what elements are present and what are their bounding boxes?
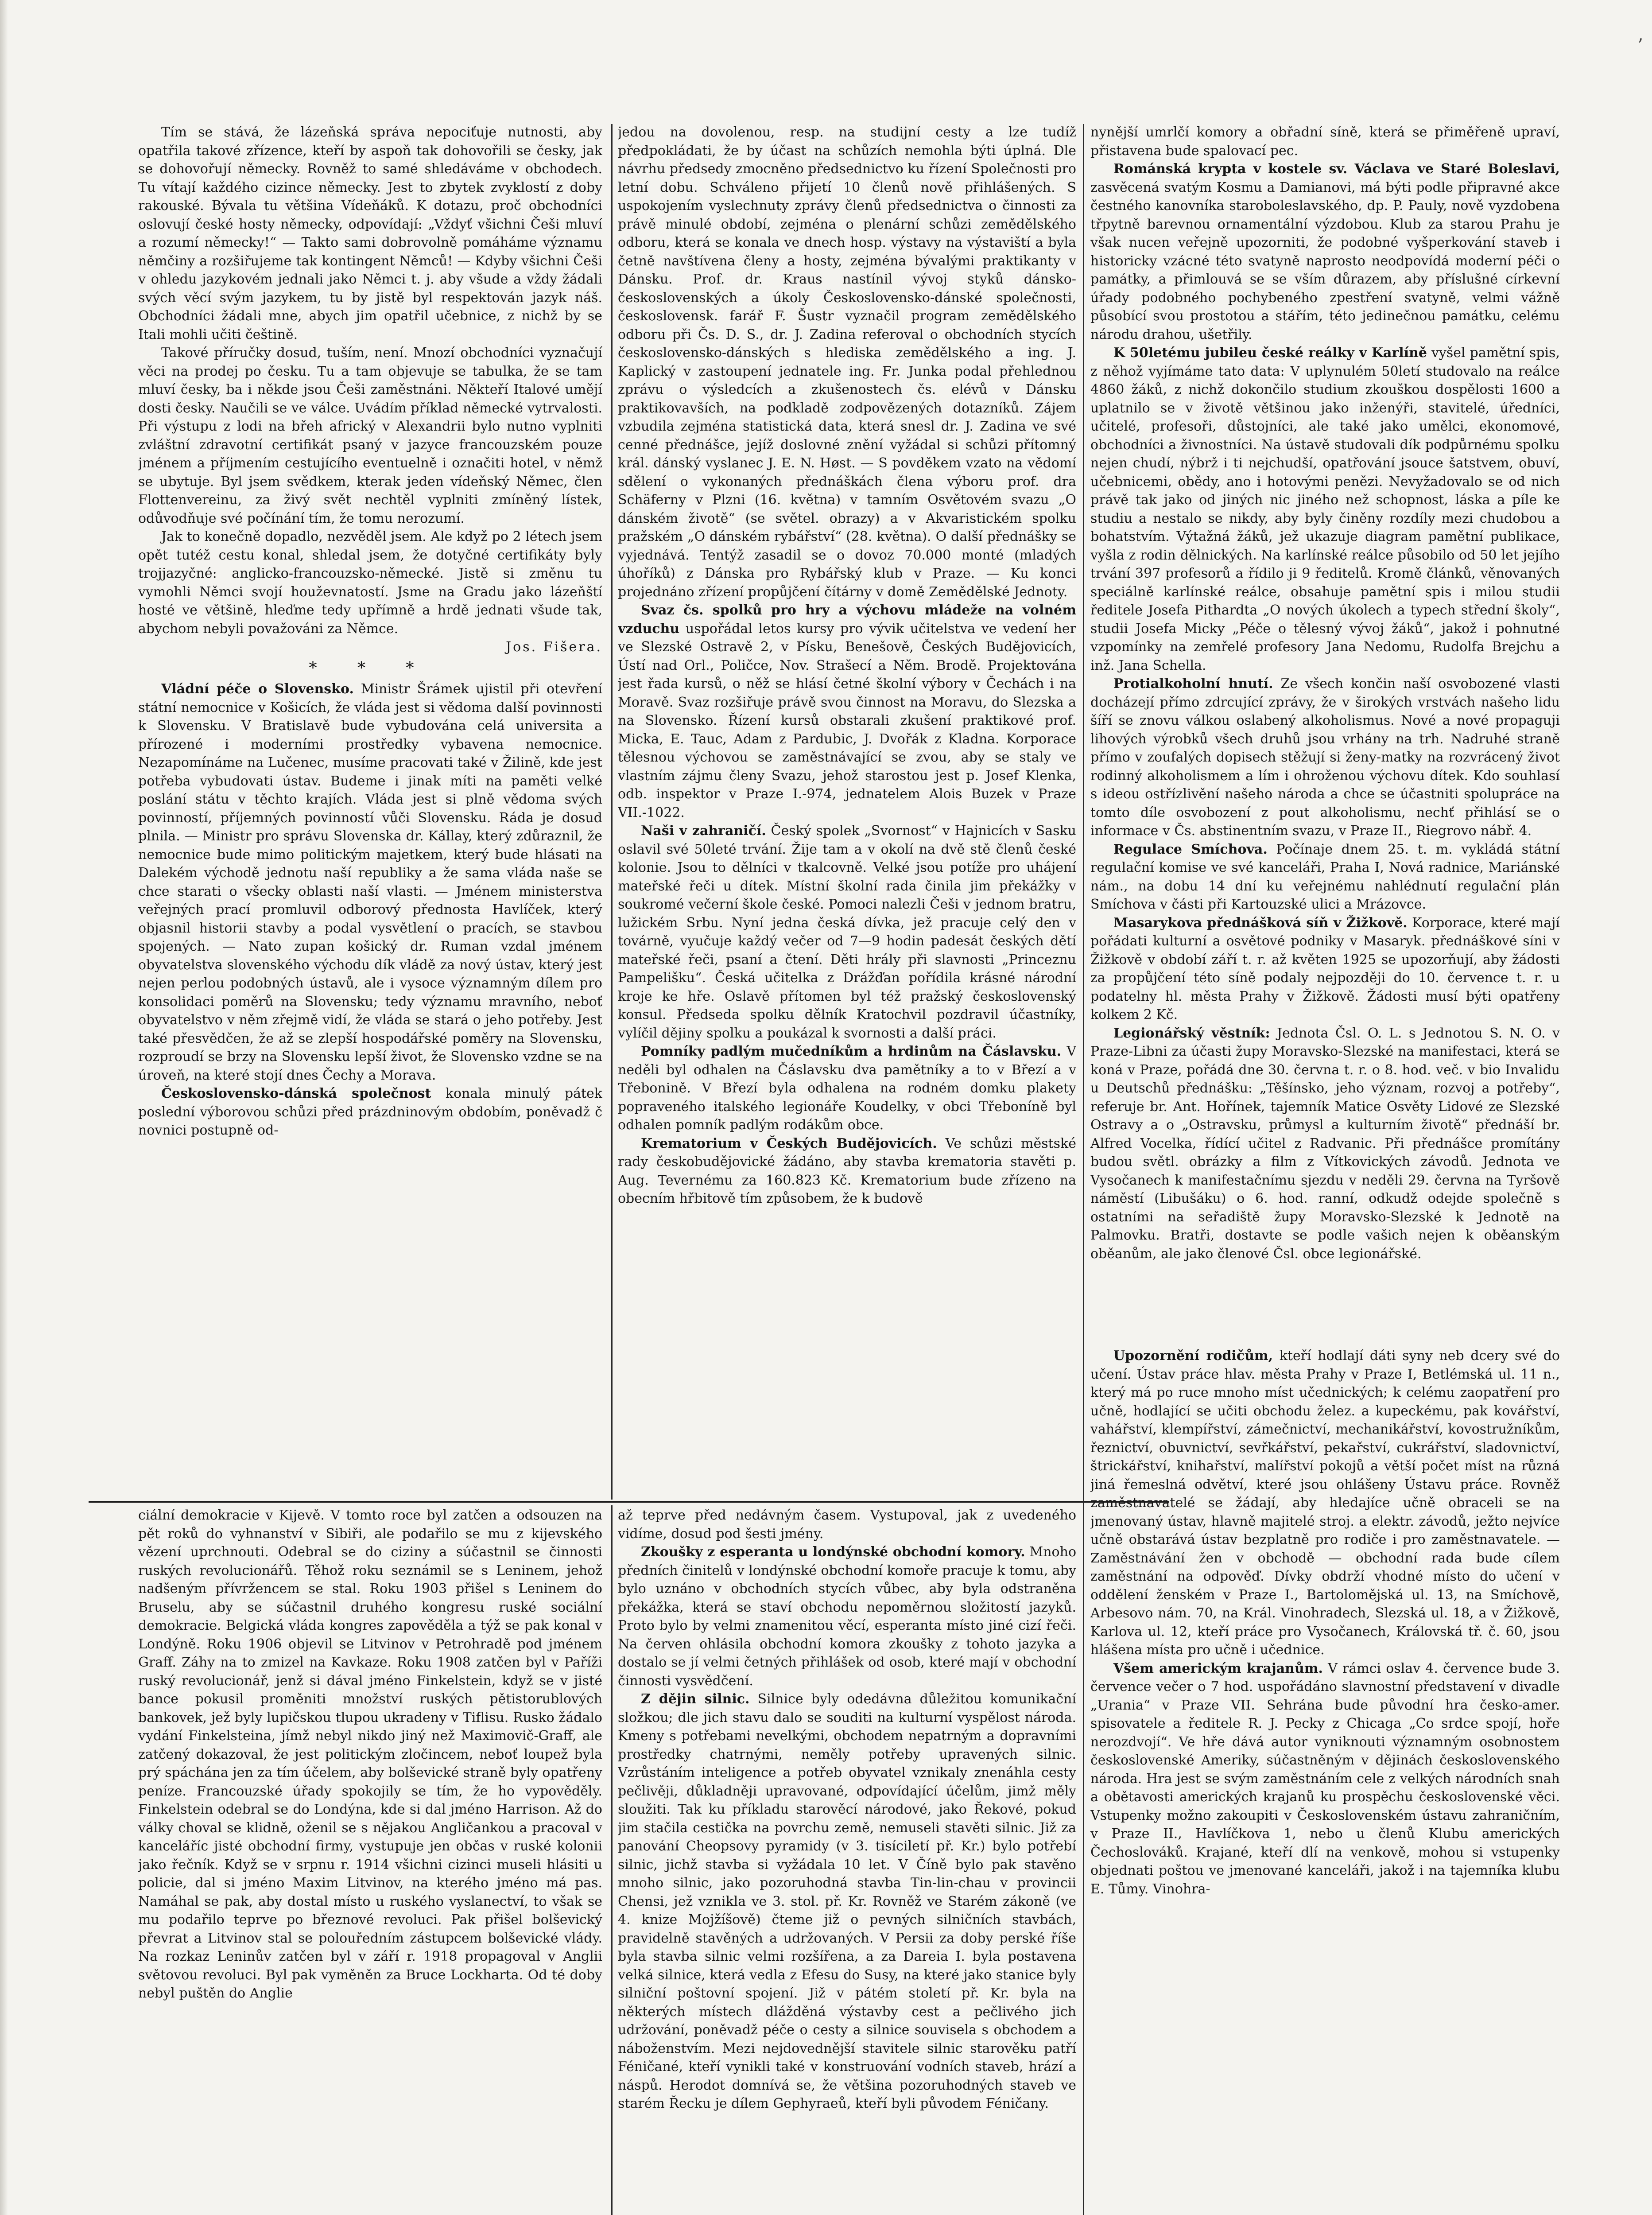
column-rule xyxy=(1083,1347,1084,2215)
article-column-4 xyxy=(138,1506,602,2215)
news-body: V neděli byl odhalen na Čáslavsku dva pamětníky a to v Březí a v Třebonině. V Březí byla odhalena na rodném domku plakety popraveného italského legionáře Koudelky, v obci Třeboníně byl odhalen pomník padlým rodákům obce. xyxy=(618,1044,1076,1133)
news-headline: Legionářský věstník: xyxy=(1113,1025,1270,1041)
news-item xyxy=(1090,675,1560,840)
article-paragraph: jedou na dovolenou, resp. na studijní cesty a lze tudíž předpokládati, že by účast na schůzích nemohla býti úplná. Dle návrhu předsedy zmocněno předsednictvo ku řízení Společnosti pro letní dobu. Schváleno přijetí 10 členů nově přihlášených. S uspokojením vyslechnuty zprávy členů předsednictva o činnosti za právě minulé období, zejména o plenární schůzi zemědělského odboru, která se konala ve dnech hosp. výstavy na výstaviští a byla četně navštívena členy a hosty, zejména bývalými praktikanty v Dánsku. Prof. dr. Kraus nastínil vývoj styků dánsko-československých a úkoly Československo-dánské společnosti, československ. farář F. Šustr vyznačil program zemědělského odboru při Čs. D. S., dr. J. Zadina referoval o obchodních stycích československo-dánských s hlediska zemědělského a ing. J. Kaplický v zastoupení jednatele ing. Fr. Junka podal přehlednou zprávu o výsledcích a zkušenostech čs. elévů v Dánsku praktikovavších, na podkladě zodpovězených dotazníků. Zájem vzbudila zejména statistická data, která snesl dr. J. Zadina ve své cenné přednášce, jejíž doslovné znění vyžádal si schůzi přítomný král. dánský vyslanec J. E. N. Høst. — S povděkem vzato na vědomí sdělení o vykonaných přednáškách člena výboru prof. dra Schäferny v Plzni (16. května) v tamním Osvětovém svazu „O dánském životě“ (se světel. obrazy) a v Akvaristickém spolku pražském „O dánském rybářství“ (28. května). O další přednášky se vyjednává. Tentýž zasadil se o dovoz 70.000 monté (mladých úhoříků) z Dánska pro Rybářský klub v Praze. — Ku konci projednáno zřízení propůjčení čítárny v domě Zemědělské Jednoty. xyxy=(618,124,1076,600)
news-headline: K 50letému jubileu české reálky v Karlíně xyxy=(1113,345,1427,361)
author-signature: Jos. Fišera. xyxy=(506,639,602,655)
news-body: V rámci oslav 4. července bude 3. července večer o 7 hod. uspořádáno slavnostní představení v divadle „Urania“ v Praze VII. Sehrána bude původní hra česko-amer. spisovatele a ředitele R. J. Pecky z Chicaga „Co srdce spojí, hoře nerozdvojí“. Ve hře dává autor vyniknouti významným osobnostem československé Ameriky, súčastněným v dějinách československého národa. Hra jest se svým zaměstnáním cele z velkých národních snah a obětavosti amerických krajanů ku prospěchu československé věci. Vstupenky možno zakoupiti v Československém ústavu zahraničním, v Praze II., Havlíčkova 1, nebo u členů Klubu amerických Čechoslováků. Krajané, kteří dlí na venkově, mohou si vstupenky objednati poštou ve jmenované kanceláři, jakož i na tajemníka klubu E. Tůmy. Vinohra- xyxy=(1090,1660,1560,1897)
article-paragraph: až teprve před nedávným časem. Vystupoval, jak z uvedeného vidíme, dosud pod šesti jmény. xyxy=(618,1508,1076,1542)
scan-edge xyxy=(0,0,8,2215)
news-headline: Upozornění rodičům, xyxy=(1113,1348,1273,1364)
news-headline: Všem americkým krajanům. xyxy=(1113,1660,1323,1676)
article-paragraph: nynější umrlčí komory a obřadní síně, která se přiměřeně upraví, přistavena bude spalovací pec. xyxy=(1090,124,1560,159)
news-body: Mnoho předních činitelů v londýnské obchodní komoře pracuje k tomu, aby bylo uznáno v obchodních stycích vůbec, aby byla odstraněna překážka, která se staví obchodu nepoměrnou složitostí jazyků. Proto bylo by velmi znamenitou věcí, esperanta místo jiné cizí řeči. Na červen ohlásila obchodní komora zkoušky z tohoto jazyka a dostalo se jí velmi četných přihlášek od osob, které mají v obchodní činnosti vysvědčení. xyxy=(618,1544,1076,1689)
news-body: Silnice byly odedávna důležitou komunikační složkou; dle jich stavu dalo se souditi na kulturní vyspělost národa. Kmeny s potřebami nevelkými, obchodem nepatrným a dopravními prostředky chatrnými, neměly potřeby upravených silnic. Vzrůstáním inteligence a potřeb obyvatel vznikaly znenáhla cesty pečlivěji, důkladněji upravované, odpovídající účelům, jimž měly sloužiti. Tak ku příkladu starověcí národové, jako Řekové, pokud jim stačila cestička na povrchu země, nemuseli stavěti silnic. Již za panování Cheopsovy pyramidy (v 3. tisíciletí př. Kr.) bylo potřebí silnic, jichž stavba si vyžádala 10 let. V Číně bylo pak stavěno mnoho silnic, jako pozoruhodná stavba Tin-lin-chau v provincii Chensi, jež vznikla ve 3. stol. př. Kr. Rovněž ve Starém zákoně (ve 4. knize Mojžíšově) čteme již o pevných silničních stavbách, pravidelně stavěných a udržovaných. V Persii za doby perské říše byla stavba silnic velmi rozšířena, a za Dareia I. byla postavena velká silnice, která vedla z Efesu do Susy, na které jako stanice byly silniční poštovní spojení. Již v pátém století př. Kr. byla na některých místech dlážděná výstavby cest a pečlivého jich udržování, poněvadž péče o cesty a silnice souvisela s obchodem a náboženstvím. Mezi nejdovednější stavitele silnic starověku patří Féničané, kteří vynikli také v konstruování vodních staveb, hrází a náspů. Herodot domnívá se, že většina pozoruhodných staveb ve starém Řecku je dílem Gephyraeů, kteří byli původem Féničany. xyxy=(618,1691,1076,2111)
news-headline: Románská krypta v kostele sv. Václava ve Staré Boleslavi, xyxy=(1113,161,1560,177)
news-body: Jednota Čsl. O. L. s Jednotou S. N. O. v Praze-Libni za účasti župy Moravsko-Slezské na manifestaci, která se koná v Praze, pořádá dne 30. června t. r. o 8. hod. več. v bio Invalidu u Deutschů přednášku: „Těšínsko, jeho význam, rozvoj a potřeby“, referuje br. Ant. Hořínek, tajemník Matice Osvěty Lidové ze Slezské Ostravy a o „Ostravsku, průmysl a kulturním životě“ přednáší br. Alfred Vocelka, řídící učitel z Radvanic. Při přednášce promítány budou světl. obrázky a film z Vítkovických závodů. Jednota ve Vysočanech k manifestačnímu sjezdu v neděli 29. června na Tyršově náměstí (Libušáku) o 6. hod. ranní, odkudž odejde společně s ostatními na seřadiště župy Moravsko-Slezské k Jednotě na Palmovku. Bratři, dostavte se podle vašich nejen k oběanským oběanům, ale jako členové Čsl. obce legionářské. xyxy=(1090,1025,1560,1262)
article-paragraph: Tím se stává, že lázeňská správa nepociťuje nutnosti, aby opatřila takové zřízence, kteří by aspoň tak dohovořili se česky, jak se dohovořují německy. Rovněž to samé shledáváme v obchodech. Tu vítají každého cizince německy. Jest to zbytek zvyklostí z doby rakouské. Bývala tu většina Vídeňáků. K dotazu, proč obchodníci oslovují české hosty německy, odpovídají: „Vždyť všichni Češi mluví a rozumí německy!“ — Takto sami dobrovolně pomáháme významu němčiny a rozšiřujeme tak kontingent Němců! — Kdyby všichni Češi v ohledu jazykovém jednali jako Němci t. j. aby všude a vždy žádali svých věcí svým jazykem, tu by jistě byl respektován jazyk náš. Obchodníci žádali mne, abych jim opatřil učebnice, z nichž by se Itali mohli učiti češtině. xyxy=(138,124,602,342)
news-headline: Zkoušky z esperanta u londýnské obchodní komory. xyxy=(641,1544,1025,1560)
news-body: Počínaje dnem 25. t. m. vykládá státní regulační komise ve své kanceláři, Praha I, Nová radnice, Mariánské nám., na dobu 14 dní ku veřejnému nahlédnutí regulační plán Smíchova v části při Kartouzské ulici a Mrázovce. xyxy=(1090,841,1560,912)
news-headline: Svaz čs. spolků pro hry a výchovu mládeže na volném vzduchu xyxy=(618,602,1076,637)
news-item xyxy=(1090,1347,1560,1659)
column-rule xyxy=(1083,124,1084,1500)
news-body: vyšel pamětní spis, z něhož vyjímáme tato data: V uplynulém 50letí studovalo na reálce 4860 žáků, z nichž dokončilo studium zkouškou dospělosti 1600 a uplatnilo se v životě většinou jako inženýři, stavitelé, úředníci, učitelé, profesoři, důstojníci, ale také jako umělci, ekonomové, obchodníci a živnostníci. Na ústavě studovali dík podpůrnému spolku nejen chudí, nýbrž i ti nejchudší, opatřování jsouce šatstvem, obuví, učebnicemi, obědy, ano i hotovými penězi. Nevyžadovalo se od nich právě tak jako od jiných nic jiného než schopnost, láska a píle ke studiu a nestalo se nikdy, aby byly činěny rozdíly mezi chudobou a bohatstvím. Výtažná žáků, jež ukazuje diagram pamětní publikace, vyšla z rodin dělnických. Na karlínské reálce působilo od 50 let jejího trvání 397 profesorů a řídilo ji 9 ředitelů. Kromě článků, věnovaných speciálně karlínské reálce, obsahuje pamětní spis i milou studii ředitele Josefa Pithardta „O nových úkolech a typech střední školy“, studii Josefa Micky „Péče o tělesný vývoj žáků“, jakož i pohnutné vzpomínky na zemřelé profesory Jana Nedomu, Rudolfa Brejchu a inž. Jana Schella. xyxy=(1090,345,1560,673)
article-column-3 xyxy=(1090,123,1560,1344)
news-item xyxy=(618,1042,1076,1135)
news-item xyxy=(1090,160,1560,344)
news-item xyxy=(618,601,1076,822)
news-item xyxy=(618,1690,1076,2113)
section-rule xyxy=(89,1501,1169,1503)
news-headline: Pomníky padlým mučedníkům a hrdinům na Čáslavsku. xyxy=(641,1044,1062,1059)
section-separator: * * * xyxy=(309,659,432,677)
news-item xyxy=(1090,1659,1560,1899)
news-body: Ministr Šrámek ujistil při otevření státní nemocnice v Košicích, že vláda jest si vědoma další povinnosti k Slovensku. V Bratislavě bude vybudována celá universita a přírozené i moderními prostředky vybavena nemocnice. Nezapomínáme na Lučenec, musíme pracovati také v Žilině, kde jest potřeba vybudovati ústav. Budeme i jinak míti na paměti velké poslání státu v těchto krajích. Vláda jest si plně vědoma svých povinností, příjemných povinností vůči Slovensku. Ráda je dosud plnila. — Ministr pro správu Slovenska dr. Kállay, který zdůraznil, že nemocnice bude mimo politickým majetkem, který bude hlásati na Dalekém východě jednotu naší republiky a že sama vláda naše se chce starati o všecky oblasti naší vlasti. — Jménem ministerstva veřejných prací promluvil odborový přednosta Havlíček, který objasnil historii stavby a podal vysvětlení o pracích, se stavbou spojených. — Nato zupan košický dr. Ruman vzdal jménem obyvatelstva slovenského východu dík vládě za nový ústav, který jest nejen perlou podobných ústavů, ale i vysoce významným dílem pro konsolidaci poměrů na Slovensku; tedy významu mravního, neboť obyvatelstvo v něm zřejmě vidí, že vláda se stará o jeho potřeby. Jest také přesvědčen, že až se zlepší hospodářské poměry na Slovensku, rozproudí se brzy na Slovensku lepší život, že Slovensko vzdne se na úroveň, na které stojí dnes Čechy a Morava. xyxy=(138,681,602,1083)
article-column-1 xyxy=(138,123,602,1499)
news-body: Ze všech končin naší osvobozené vlasti docházejí přímo zdrcující zprávy, že v širokých vrstvách našeho lidu šíří se znovu válkou oslabený alkoholismus. Nové a nové propaguji lihových výrobků všech druhů jsou vrhány na trh. Nadruhé straně přímo v zoufalých dopisech stěžují si ženy-matky na rozvrácený život rodinný alkoholismem a lím i ohroženou výchovu dítek. Kdo souhlasí s ideou ostřízlivění našeho národa a chce se účastniti spolupráce na tomto díle osvobození z pout alkoholismu, nechť přihlásí se o informace v Čs. abstinentním svazu, v Praze II., Riegrovo nábř. 4. xyxy=(1090,676,1560,839)
news-item xyxy=(138,1084,602,1140)
news-item xyxy=(138,680,602,1084)
column-rule xyxy=(611,1505,613,2215)
article-column-2 xyxy=(618,123,1076,1499)
news-headline: Naši v zahraničí. xyxy=(641,823,766,839)
news-item xyxy=(618,822,1076,1042)
article-paragraph: Takové příručky dosud, tuším, není. Mnozí obchodníci vyznačují věci na prodej po česku. Tu a tam objevuje se tabulka, že se tam mluví česky, ba i někde jsou Češi zaměstnáni. Někteří Italové umějí dosti česky. Naučili se ve válce. Uvádím příklad německé vytrvalosti. Při výstupu z lodi na břeh africký v Alexandrii bylo nutno vyplniti zvláštní zdravotní certifikát psaný v jazyce francouzském pouze jménem a příjmením cestujícího eventuelně i označiti hotel, v němž se ubytuje. Byl jsem svědkem, kterak jeden vídeňský Němec, člen Flottenvereinu, za živý svět nechtěl vyplniti zmíněný lístek, odůvodňuje své počínání tím, že tomu nerozumí. xyxy=(138,345,602,526)
news-body: kteří hodlají dáti syny neb dcery své do učení. Ústav práce hlav. města Prahy v Praze I, Betlémská ul. 11 n., který má po ruce mnoho míst učednických; k celému zaopatření pro učně, hodlající se učiti obchodu želez. a kupeckému, pak kovářství, vahářství, klempířství, zámečnictví, mechanikářství, kovostružníkům, řeznictví, obuvnictví, sevřkářství, pekařství, cukrářství, sladovnictví, štrickářství, knihařství, malířství pokojů a větší počet míst na různá jiná řemeslná odvětví, které jsou ohlášeny Ústavu práce. Rovněž zaměstnavatelé se žádají, aby hledajíce učně obraceli se na jmenovaný ústav, hlavně majitelé stroj. a elektr. závodů, ježto nejvíce učně obstarává ústav bezplatně pro rodiče i pro zaměstnavatele. — Zaměstnávání žen v obchodě — obchodní rada bude cílem zaměstnání na odpověď. Dívky obdrží vhodné místo do učení v oddělení ženském v Praze I., Bartolomějská ul. 13, na Smíchově, Arbesovo nám. 70, na Král. Vinohradech, Slezská ul. 18, a v Žižkově, Karlova ul. 12, kteří práce pro Vysočanech, Královská tř. č. 60, jsou hlášena místa pro učně i učednice. xyxy=(1090,1348,1560,1658)
news-item xyxy=(618,1135,1076,1208)
news-body: zasvěcená svatým Kosmu a Damianovi, má býti podle připravné akce čestného kanovníka staroboleslavského, dp. P. Pauly, nově vyzdobena třpytně barevnou ornamentální výzdobou. Klub za starou Prahu je však nucen veřejně upozorniti, že podobné vyšperkování staveb i historicky vzácné této svatyně naprosto neodpovídá moderní péči o památky, a přimlouvá se se vším důrazem, aby příslušné církevní úřady podobného pochybeného zpestření svatyně, velmi vážně působící svou prostotou a stářím, této jedinečnou památku, celému národu drahou, ušetřily. xyxy=(1090,179,1560,342)
news-headline: Protialkoholní hnutí. xyxy=(1113,676,1273,692)
article-paragraph: ciální demokracie v Kijevě. V tomto roce byl zatčen a odsouzen na pět roků do vyhnanství v Sibiři, ale podařilo se mu z kijevského vězení uprchnouti. Odebral se do ciziny a súčastnil se činnosti ruských revolucionářů. Těhož roku seznámil se s Leninem, jehož nadšeným přívržencem se stal. Roku 1903 přišel s Leninem do Bruselu, aby se súčastnil druhého kongresu ruské sociální demokracie. Belgická vláda kongres zapověděla a týž se pak konal v Londýně. Roku 1906 objevil se Litvinov v Petrohradě pod jménem Graff. Záhy na to zmizel na Kavkaze. Roku 1908 zatčen byl v Paříži ruský revolucionář, jenž si dával jméno Finkelstein, když se v jisté bance pokusil proměniti množství ruských pětistorublových bankovek, jež byly lupičskou tlupou ukradeny v Tiflisu. Rusko žádalo vydání Finkelsteina, jímž nebyl nikdo jiný než Maximovič-Graff, ale zatčený dokazoval, že jest politickým zločincem, neboť loupež byla prý spáchána jen za tím účelem, aby bolševické straně byly opatřeny peníze. Francouzské úřady spokojily se tím, že ho vypověděly. Finkelstein odebral se do Londýna, kde si dal jméno Harrison. Až do války choval se klidně, oženil se s nějakou Angličankou a pracoval v kanceláříc jisté obchodní firmy, vystupuje jen občas v ruské kolonii jako řečník. Když se v srpnu r. 1914 všichni cizinci museli hlásiti u policie, dal si jméno Maxim Litvinov, na kterého jméno má pas. Namáhal se pak, aby dostal místo u ruského vyslanectví, to však se mu podařilo teprve po březnové revoluci. Pak přišel bolševický převrat a Litvinov stal se polouředním zástupcem bolševické vlády. Na rozkaz Leninův zatčen byl v září r. 1918 propagoval v Anglii světovou revoluci. Byl pak vyměněn za Bruce Lockharta. Od té doby nebyl puštěn do Anglie xyxy=(138,1508,602,2001)
column-rule xyxy=(611,124,613,1500)
article-column-6 xyxy=(1090,1347,1560,2215)
news-body: Ve schůzi městské rady českobudějovické žádáno, aby stavba krematoria stavěti p. Aug. Tevernému za 160.823 Kč. Krematorium bude zřízeno na obecním hřbitově tím způsobem, že k budově xyxy=(618,1135,1076,1206)
news-headline: Vládní péče o Slovensko. xyxy=(161,681,354,697)
news-headline: Z dějin silnic. xyxy=(641,1691,750,1707)
news-body: Korporace, které mají pořádati kulturní a osvětové podniky v Masaryk. přednáškové síni v Žižkově v období září t. r. až květen 1925 se upozorňují, aby žádosti za propůjčení této síně podaly nejpozději do 10. července t. r. u podatelny hl. města Prahy v Žižkově. Žádosti musí býti opatřeny kolkem 2 Kč. xyxy=(1090,915,1560,1022)
news-body: uspořádal letos kursy pro vývik učitelstva ve vedení her ve Slezské Ostravě 2, v Písku, Benešově, Českých Budějovicích, Ústí nad Orl., Poličce, Nov. Strašecí a Něm. Brodě. Projektována jest řada kursů, o něž se hlásí četné školní výbory v Čechách i na Moravě. Svaz rozšiřuje právě svou činnost na Moravu, do Slezska a na Slovensko. Řízení kursů obstarali zkušení praktikové prof. Micka, E. Tauc, Adam z Pardubic, J. Dvořák z Kladna. Korporace tělesnou výchovou se zaměstnávající se zvou, aby se staly ve vlastním zájmu členy Svazu, jehož starostou jest p. Josef Klenka, odb. inspektor v Praze I.-974, jednatelem Alois Buzek v Praze VII.-1022. xyxy=(618,621,1076,820)
news-item xyxy=(1090,344,1560,675)
news-item xyxy=(1090,1024,1560,1263)
article-paragraph: Jak to konečně dopadlo, nezvěděl jsem. Ale když po 2 létech jsem opět tutéž cestu konal, shledal jsem, že dotyčné certifikáty byly trojjazyčné: anglicko-francouzsko-německé. Jistě si změnu tu vymohli Němci svojí houževnatostí. Jsme na Gradu jako lázeňští hosté ve většině, hleďme tedy upřímně a hrdě jednati všude tak, abychom nebyli považováni za Němce. xyxy=(138,529,602,637)
news-body: konala minulý pátek poslední výborovou schůzi před prázdninovým obdobím, poněvadž č novnici postupně od- xyxy=(138,1086,602,1138)
news-headline: Krematorium v Českých Budějovicích. xyxy=(641,1135,937,1151)
news-body: Český spolek „Svornost“ v Hajnicích v Sasku oslavil své 50leté trvání. Žije tam a v okolí na dvě stě členů české kolonie. Jsou to dělníci v tkalcovně. Velké jsou potíže pro uhájení mateřské řeči u dítek. Místní školní rada činila jim překážky v soukromé večerní škole české. Pomoci nalezli Češi v jednom bratru, lužickém Srbu. Nyní jedna česká dívka, jež pracuje celý den v továrně, vyučuje každý večer od 7—9 hodin padesát českých dětí mateřské řeči, psaní a čtení. Děti hrály při slavnosti „Princeznu Pampelišku“. Česká učitelka z Drážďan pořídila krásné národní kroje ke hře. Oslavě přítomen byl též pražský československý konsul. Předseda spolku dělník Kratochvil pozdravil účastníky, vylíčil dějiny spolku a poukázal k svornosti a další práci. xyxy=(618,823,1076,1041)
news-headline: Masarykova přednášková síň v Žižkově. xyxy=(1113,915,1408,931)
news-item xyxy=(618,1543,1076,1690)
news-headline: Regulace Smíchova. xyxy=(1113,841,1268,857)
article-column-5 xyxy=(618,1506,1076,2215)
news-item xyxy=(1090,840,1560,914)
page-mark: ’ xyxy=(1637,35,1643,56)
news-headline: Československo-dánská společnost xyxy=(161,1086,431,1101)
news-item xyxy=(1090,914,1560,1024)
